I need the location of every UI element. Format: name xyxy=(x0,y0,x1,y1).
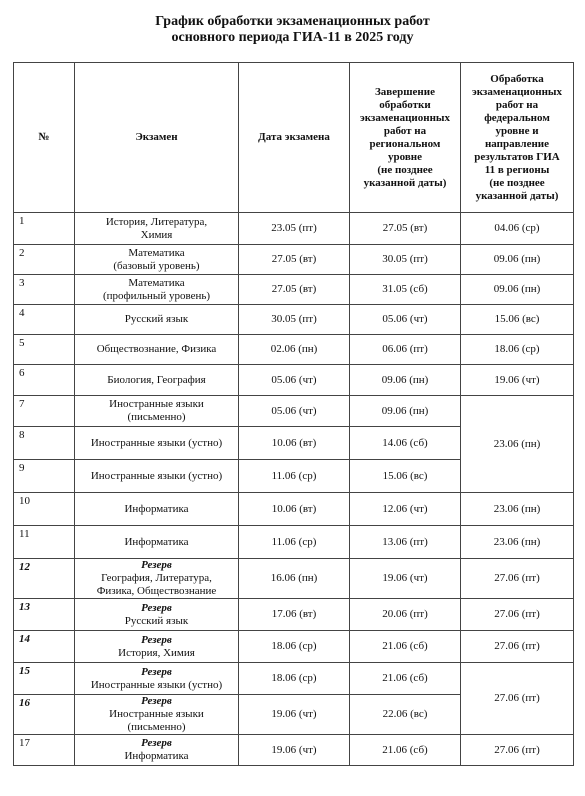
reserve-label: Резерв xyxy=(141,695,172,707)
regional-deadline: 06.06 (пт) xyxy=(350,335,461,365)
exam-date: 10.06 (вт) xyxy=(239,427,350,460)
table-row xyxy=(14,245,574,275)
federal-deadline: 23.06 (пн) xyxy=(461,493,574,526)
row-number: 10 xyxy=(14,493,75,526)
exam-date: 23.05 (пт) xyxy=(239,213,350,245)
table-row xyxy=(14,365,574,396)
reserve-label: Резерв xyxy=(141,559,172,571)
row-number: 8 xyxy=(14,427,75,460)
exam-date: 05.06 (чт) xyxy=(239,396,350,427)
header-federal: Обработка экзаменационных работ на федеральном уровне и направление результатов ГИА 11 в регионы (не позднее указанной даты) xyxy=(461,63,574,213)
row-number: 4 xyxy=(14,305,75,335)
exam-name: Резерв География, Литература, Физика, Обществознание xyxy=(75,559,239,599)
schedule-table xyxy=(13,62,574,766)
federal-deadline: 15.06 (вс) xyxy=(461,305,574,335)
federal-deadline: 18.06 (ср) xyxy=(461,335,574,365)
table-row xyxy=(14,493,574,526)
exam-date: 02.06 (пн) xyxy=(239,335,350,365)
row-number: 9 xyxy=(14,460,75,493)
header-regional: Завершение обработки экзаменационных работ на региональном уровне (не позднее указанной даты) xyxy=(350,63,461,213)
regional-deadline: 09.06 (пн) xyxy=(350,396,461,427)
regional-deadline: 21.06 (сб) xyxy=(350,631,461,663)
exam-name: Иностранные языки (устно) xyxy=(75,427,239,460)
exam-date: 30.05 (пт) xyxy=(239,305,350,335)
exam-date: 18.06 (ср) xyxy=(239,631,350,663)
row-number: 6 xyxy=(14,365,75,396)
exam-name: Резерв Иностранные языки (письменно) xyxy=(75,695,239,735)
federal-deadline-merged: 23.06 (пн) xyxy=(461,396,574,493)
reserve-label: Резерв xyxy=(141,665,172,678)
reserve-label: Резерв xyxy=(141,633,172,646)
exam-date: 27.05 (вт) xyxy=(239,245,350,275)
header-date: Дата экзамена xyxy=(239,63,350,213)
exam-name: Русский язык xyxy=(75,305,239,335)
federal-deadline: 23.06 (пн) xyxy=(461,526,574,559)
row-number: 7 xyxy=(14,396,75,427)
regional-deadline: 22.06 (вс) xyxy=(350,695,461,735)
regional-deadline: 09.06 (пн) xyxy=(350,365,461,396)
exam-date: 05.06 (чт) xyxy=(239,365,350,396)
exam-date: 11.06 (ср) xyxy=(239,460,350,493)
exam-date: 19.06 (чт) xyxy=(239,695,350,735)
row-number: 2 xyxy=(14,245,75,275)
exam-name: Биология, География xyxy=(75,365,239,396)
header-num: № xyxy=(14,63,75,213)
federal-deadline-merged: 27.06 (пт) xyxy=(461,663,574,735)
table-row xyxy=(14,275,574,305)
title-line-1: График обработки экзаменационных работ xyxy=(155,14,430,29)
row-number: 1 xyxy=(14,213,75,245)
federal-deadline: 09.06 (пн) xyxy=(461,275,574,305)
exam-name: Резерв Русский язык xyxy=(75,599,239,631)
header-row xyxy=(14,63,574,213)
row-number: 11 xyxy=(14,526,75,559)
table-row xyxy=(14,396,574,427)
exam-date: 11.06 (ср) xyxy=(239,526,350,559)
exam-date: 27.05 (вт) xyxy=(239,275,350,305)
row-number: 12 xyxy=(14,559,75,599)
table-row xyxy=(14,335,574,365)
title-line-2: основного периода ГИА-11 в 2025 году xyxy=(171,30,414,45)
exam-date: 10.06 (вт) xyxy=(239,493,350,526)
regional-deadline: 21.06 (сб) xyxy=(350,735,461,766)
header-exam: Экзамен xyxy=(75,63,239,213)
document-title xyxy=(0,14,585,46)
exam-date: 18.06 (ср) xyxy=(239,663,350,695)
row-number: 13 xyxy=(14,599,75,631)
regional-deadline: 27.05 (вт) xyxy=(350,213,461,245)
exam-name: Резерв История, Химия xyxy=(75,631,239,663)
row-number: 17 xyxy=(14,735,75,766)
row-number: 5 xyxy=(14,335,75,365)
federal-deadline: 04.06 (ср) xyxy=(461,213,574,245)
exam-name: Резерв Иностранные языки (устно) xyxy=(75,663,239,695)
reserve-label: Резерв xyxy=(141,737,172,749)
federal-deadline: 27.06 (пт) xyxy=(461,735,574,766)
exam-name: Информатика xyxy=(75,493,239,526)
exam-name: Резерв Информатика xyxy=(75,735,239,766)
table-row xyxy=(14,663,574,695)
federal-deadline: 09.06 (пн) xyxy=(461,245,574,275)
table-row xyxy=(14,305,574,335)
reserve-label: Резерв xyxy=(141,601,172,614)
table-row xyxy=(14,735,574,766)
regional-deadline: 30.05 (пт) xyxy=(350,245,461,275)
row-number: 3 xyxy=(14,275,75,305)
exam-name: Математика (базовый уровень) xyxy=(75,245,239,275)
exam-name: Математика (профильный уровень) xyxy=(75,275,239,305)
table-row xyxy=(14,213,574,245)
row-number: 15 xyxy=(14,663,75,695)
regional-deadline: 14.06 (сб) xyxy=(350,427,461,460)
regional-deadline: 15.06 (вс) xyxy=(350,460,461,493)
exam-date: 17.06 (вт) xyxy=(239,599,350,631)
regional-deadline: 21.06 (сб) xyxy=(350,663,461,695)
exam-name: Обществознание, Физика xyxy=(75,335,239,365)
regional-deadline: 31.05 (сб) xyxy=(350,275,461,305)
table-row xyxy=(14,559,574,599)
regional-deadline: 05.06 (чт) xyxy=(350,305,461,335)
federal-deadline: 27.06 (пт) xyxy=(461,559,574,599)
regional-deadline: 20.06 (пт) xyxy=(350,599,461,631)
table-row xyxy=(14,526,574,559)
exam-name: Иностранные языки (письменно) xyxy=(75,396,239,427)
federal-deadline: 27.06 (пт) xyxy=(461,599,574,631)
regional-deadline: 19.06 (чт) xyxy=(350,559,461,599)
exam-name: История, Литература, Химия xyxy=(75,213,239,245)
row-number: 14 xyxy=(14,631,75,663)
row-number: 16 xyxy=(14,695,75,735)
exam-date: 19.06 (чт) xyxy=(239,735,350,766)
federal-deadline: 27.06 (пт) xyxy=(461,631,574,663)
regional-deadline: 13.06 (пт) xyxy=(350,526,461,559)
exam-name: Информатика xyxy=(75,526,239,559)
table-row xyxy=(14,599,574,631)
regional-deadline: 12.06 (чт) xyxy=(350,493,461,526)
table-row xyxy=(14,631,574,663)
exam-date: 16.06 (пн) xyxy=(239,559,350,599)
exam-name: Иностранные языки (устно) xyxy=(75,460,239,493)
federal-deadline: 19.06 (чт) xyxy=(461,365,574,396)
